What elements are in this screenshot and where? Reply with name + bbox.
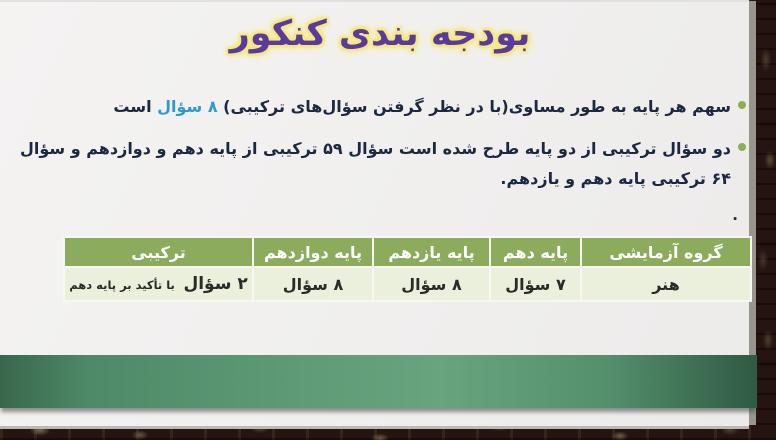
header-cell-grade12: پایه دوازدهم (253, 237, 373, 267)
table-header-row (64, 237, 751, 267)
header-cell-combined: ترکیبی (64, 237, 253, 267)
page-title: بودجه بندی کنکور (229, 14, 531, 54)
bullet-text-share (113, 92, 731, 122)
cell-combined-count: ۲ سؤال (183, 274, 248, 294)
cell-grade11: ۸ سؤال (373, 267, 490, 301)
cell-exam-group: هنر (581, 267, 751, 301)
stray-period: . (732, 206, 738, 224)
bullet-dot-icon (738, 143, 746, 151)
bullet-text-combined: دو سؤال ترکیبی از دو پایه طرح شده است سؤال ۵۹ ترکیبی از پایه دهم و دوازدهم و سؤال ۶۴ ترکیبی پایه دهم و یازدهم. (20, 139, 731, 188)
cell-combined-note: با تأکید بر پایه دهم (69, 278, 175, 292)
cell-grade12: ۸ سؤال (253, 267, 373, 301)
header-cell-exam-group: گروه آزمایشی (581, 237, 751, 267)
title-area (0, 14, 760, 54)
exam-budget-table (63, 236, 752, 302)
table-row-art (64, 267, 751, 301)
bullet-item-share (14, 92, 746, 122)
footer-green-band (0, 355, 757, 408)
bullet1-pre: سهم هر پایه به طور مساوی(با در نظر گرفتن سؤال‌های ترکیبی) (217, 97, 731, 116)
bullet-item-combined (14, 134, 746, 194)
bullet1-highlight: ۸ سؤال (157, 97, 218, 116)
slide-body-text (14, 92, 746, 206)
bullet-dot-icon (738, 101, 746, 109)
bullet1-post: است (113, 97, 158, 116)
header-cell-grade10: پایه دهم (490, 237, 581, 267)
header-cell-grade11: پایه یازدهم (373, 237, 490, 267)
cell-grade10: ۷ سؤال (490, 267, 581, 301)
cell-combined (64, 267, 253, 301)
